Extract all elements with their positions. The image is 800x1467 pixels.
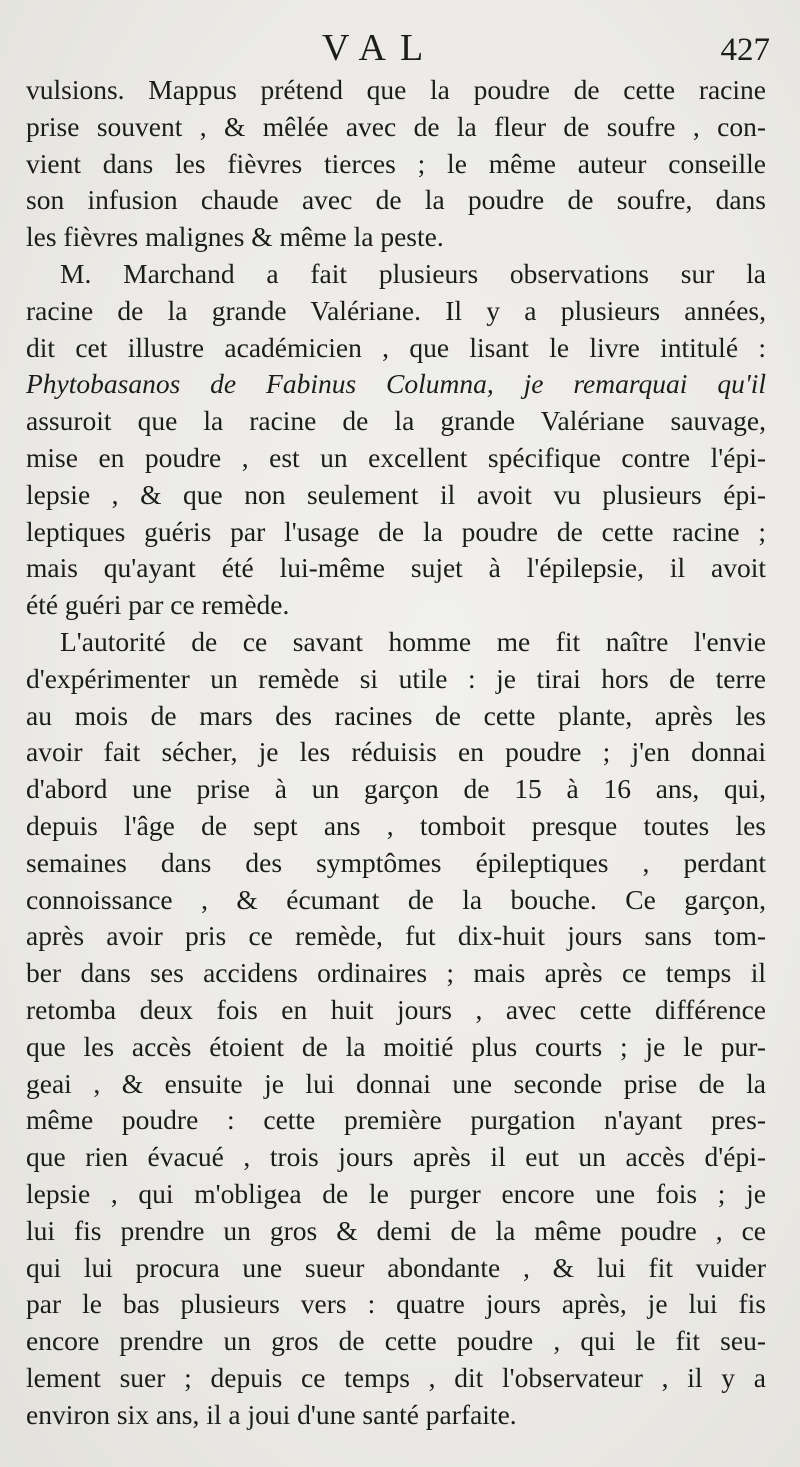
text-line: retomba deux fois en huit jours , avec cette différence — [26, 993, 766, 1025]
text-line: Phytobasanos de Fabinus Columna, je remarquai qu'il — [26, 368, 766, 400]
body-text — [26, 72, 766, 1433]
text-line: mise en poudre , est un excellent spécifique contre l'épi- — [26, 441, 766, 473]
text-line: avoir fait sécher, je les réduisis en poudre ; j'en donnai — [26, 736, 766, 768]
text-line: même poudre : cette première purgation n'ayant pres- — [26, 1104, 766, 1136]
text-line: au mois de mars des racines de cette plante, après les — [26, 699, 766, 731]
page-header — [0, 26, 800, 70]
text-line: lement suer ; depuis ce temps , dit l'observateur , il y a — [26, 1361, 766, 1393]
text-line: que les accès étoient de la moitié plus courts ; je le pur- — [26, 1030, 766, 1062]
text-line: geai , & ensuite je lui donnai une seconde prise de la — [26, 1067, 766, 1099]
text-line: racine de la grande Valériane. Il y a plusieurs années, — [26, 294, 766, 326]
text-line: M. Marchand a fait plusieurs observations sur la — [60, 257, 766, 289]
text-line: dit cet illustre académicien , que lisant le livre intitulé : — [26, 331, 766, 363]
text-line: environ six ans, il a joui d'une santé parfaite. — [26, 1398, 517, 1430]
text-line: leptiques guéris par l'usage de la poudre de cette racine ; — [26, 515, 766, 547]
text-line: lepsie , qui m'obligea de le purger encore une fois ; je — [26, 1177, 766, 1209]
text-line: semaines dans des symptômes épileptiques , perdant — [26, 846, 766, 878]
text-line: connoissance , & écumant de la bouche. Ce garçon, — [26, 883, 766, 915]
text-line: été guéri par ce remède. — [26, 589, 290, 621]
page-number: 427 — [720, 32, 770, 68]
text-line: encore prendre un gros de cette poudre , qui le fit seu- — [26, 1325, 766, 1357]
text-line: vulsions. Mappus prétend que la poudre de cette racine — [26, 74, 766, 105]
text-line: vient dans les fièvres tierces ; le même auteur conseille — [26, 147, 766, 179]
text-line: assuroit que la racine de la grande Valériane sauvage, — [26, 405, 766, 437]
text-line: que rien évacué , trois jours après il eut un accès d'épi- — [26, 1141, 766, 1173]
text-line: lepsie , & que non seulement il avoit vu plusieurs épi- — [26, 478, 766, 510]
text-line: prise souvent , & mêlée avec de la fleur de soufre , con- — [26, 110, 766, 142]
text-line: L'autorité de ce savant homme me fit naître l'envie — [60, 625, 766, 657]
text-line: lui fis prendre un gros & demi de la même poudre , ce — [26, 1214, 766, 1246]
running-head: VAL — [322, 27, 438, 69]
text-line: ber dans ses accidens ordinaires ; mais après ce temps il — [26, 957, 766, 989]
text-line: son infusion chaude avec de la poudre de soufre, dans — [26, 184, 766, 216]
text-line: d'abord une prise à un garçon de 15 à 16 ans, qui, — [26, 773, 766, 805]
text-line: qui lui procura une sueur abondante , & lui fit vuider — [26, 1251, 766, 1283]
text-line: d'expérimenter un remède si utile : je tirai hors de terre — [26, 662, 766, 694]
text-line: les fièvres malignes & même la peste. — [26, 221, 444, 253]
text-line: après avoir pris ce remède, fut dix-huit jours sans tom- — [26, 920, 766, 952]
text-line: par le bas plusieurs vers : quatre jours après, je lui fis — [26, 1288, 766, 1320]
text-line: depuis l'âge de sept ans , tomboit presque toutes les — [26, 809, 766, 841]
text-line: mais qu'ayant été lui-même sujet à l'épilepsie, il avoit — [26, 552, 766, 584]
